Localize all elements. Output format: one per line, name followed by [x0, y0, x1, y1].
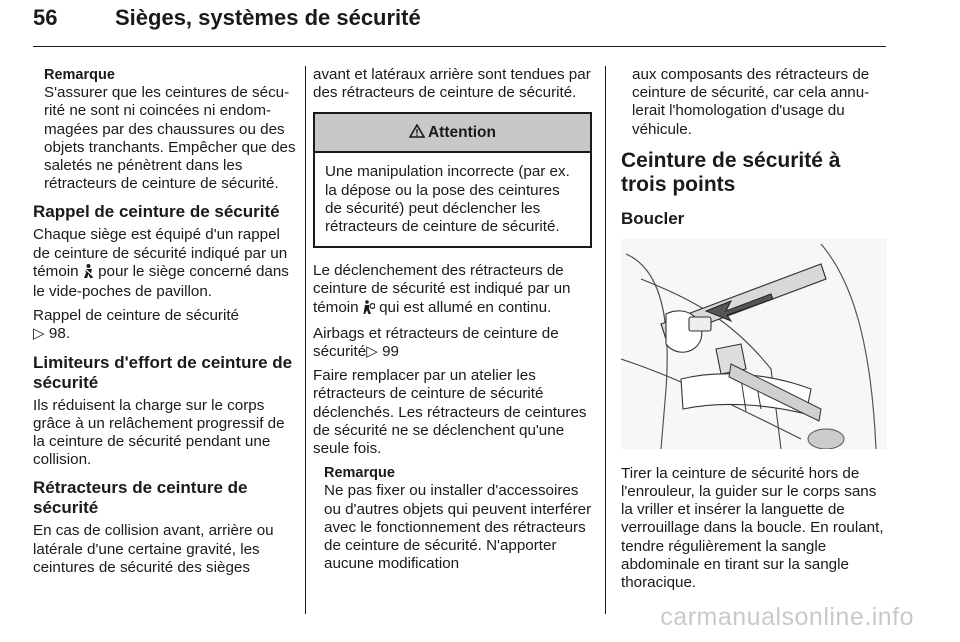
note-continuation: [632, 66, 887, 139]
pretensioners-paragraph: En cas de collision avant, arrière ou latérale d'une certaine gravité, les ceintures de sécurité des sièges: [33, 522, 274, 576]
attention-title: Attention: [427, 124, 496, 142]
column-2: [313, 66, 592, 573]
note-title: Remarque: [44, 67, 115, 83]
replace-paragraph: Faire remplacer par un atelier les rétracteurs de ceinture de sécurité déclenchés. Les rétracteurs de ceintures de sécurité ne se déclenchent qu'une seule fois.: [313, 367, 587, 458]
column-3: [621, 66, 887, 592]
heading-three-point-belt: Ceinture de sécurité à trois points: [621, 148, 841, 196]
attention-box: [313, 112, 592, 248]
note-text: aux composants des rétracteurs de ceinture de sécurité, car cela annulerait l'homologation d'usage du véhicule.: [632, 66, 870, 138]
note-text: Ne pas fixer ou installer d'accessoires ou d'autres objets qui peuvent interférer avec le fonctionnement des rétracteurs de ceinture de sécurité. N'apporter aucune modification: [324, 482, 592, 573]
column-1: [33, 66, 298, 577]
reminder-reference: Rappel de ceinture de sécurité ▷ 98.: [33, 307, 240, 343]
seatbelt-reminder-icon: [83, 264, 94, 283]
heading-seatbelt-reminder: Rappel de ceinture de sécurité: [33, 202, 280, 222]
heading-buckle: Boucler: [621, 208, 685, 228]
heading-pretensioners: Rétracteurs de ceinture de sécurité: [33, 478, 248, 518]
note-box: [44, 66, 298, 193]
column-divider: [605, 66, 606, 614]
trigger-paragraph: Le déclenchement des rétracteurs de ceinture de sécurité est indiqué par un témoin qui est allumé en continu.: [313, 262, 592, 319]
airbag-warning-icon: [363, 300, 375, 319]
warning-triangle-icon: [409, 114, 425, 151]
attention-header: [315, 114, 590, 153]
page-reference-link[interactable]: 98.: [48, 325, 71, 343]
page-header: [33, 0, 886, 47]
page-reference-icon: ▷: [366, 343, 378, 361]
continuation-paragraph: avant et latéraux arrière sont tendues par des rétracteurs de ceinture de sécurité.: [313, 66, 591, 102]
buckle-paragraph: Tirer la ceinture de sécurité hors de l'enrouleur, la guider sur le corps sans la vriller et insérer la languette de verrouillage dans la boucle. En roulant, tendre régulièrement la sangle abdominale en tirant sur la sangle thoracique.: [621, 464, 884, 592]
reminder-paragraph: Chaque siège est équipé d'un rappel de ceinture de sécurité indiqué par un témoin pour le siège concerné dans le vide-poches de pavillon.: [33, 226, 289, 301]
note-title: Remarque: [324, 465, 395, 482]
limiters-paragraph: Ils réduisent la charge sur le corps grâce à un relâchement progressif de la ceinture de sécurité pendant une collision.: [33, 396, 285, 469]
page-reference-icon: ▷: [33, 325, 45, 343]
section-title: Sièges, systèmes de sécurité: [115, 5, 421, 30]
note-box: [324, 464, 592, 573]
heading-load-limiters: Limiteurs d'effort de ceinture de sécurité: [33, 352, 293, 392]
seatbelt-buckling-illustration: [621, 239, 887, 449]
column-divider: [305, 66, 306, 614]
attention-text: Une manipulation incorrecte (par ex. la dépose ou la pose des ceintures de sécurité) peut déclencher les rétracteurs de ceinture de sécurité.: [325, 163, 570, 236]
airbags-reference: Airbags et rétracteurs de ceinture de sécurité▷ 99: [313, 324, 559, 361]
page-number: 56: [33, 5, 58, 30]
page-reference-link[interactable]: 99: [382, 343, 400, 361]
watermark: carmanualsonline.info: [660, 603, 914, 631]
note-text: S'assurer que les ceintures de sécurité ne sont ni coincées ni endommagées par des chaussures ou des objets tranchants. Empêcher que des saletés ne pénètrent dans les rétracteurs de ceinture de sécurité.: [44, 84, 296, 193]
